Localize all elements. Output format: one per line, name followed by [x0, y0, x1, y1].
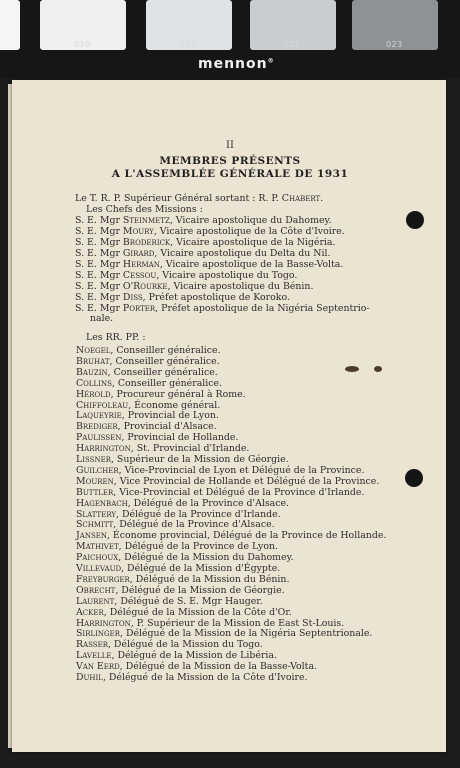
- member-entry: Harrington, P. Supérieur de la Mission de East St-Louis.: [76, 617, 345, 629]
- chef-entry: S. E. Mgr Cessou, Vicaire apostolique du Togo.: [75, 270, 298, 281]
- member-entry: Van Eerd, Délégué de la Mission de la Basse-Volta.: [76, 661, 318, 673]
- member-entry: Hérold, Procureur général à Rome.: [76, 388, 246, 400]
- page-subtitle: A L'ASSEMBLÉE GÉNÉRALE DE 1931: [111, 168, 349, 180]
- member-entry: Mathivet, Délégué de la Province de Lyon.: [76, 541, 278, 553]
- ink-smudge: [374, 366, 382, 372]
- member-entry: Lavelle, Délégué de la Mission de Libéria.: [76, 650, 277, 662]
- member-entry: Buttler, Vice-Provincial et Délégué de la Province d'Irlande.: [76, 486, 365, 498]
- chef-entry: S. E. Mgr Moury, Vicaire apostolique de la Côte d'Ivoire.: [75, 226, 345, 237]
- member-entry: Rasser, Délégué de la Mission du Togo.: [76, 639, 263, 651]
- member-entry: Bruhat, Conseiller généralice.: [76, 355, 220, 367]
- member-entry: Paichoux, Délégué de la Mission du Dahomey.: [76, 552, 294, 564]
- member-entry: Harrington, St. Provincial d'Irlande.: [76, 443, 250, 455]
- member-entry: Collins, Conseiller généralice.: [76, 377, 223, 389]
- chefs-heading: Les Chefs des Missions :: [86, 204, 203, 215]
- patch-label: 021: [180, 40, 197, 49]
- member-entry: Brediger, Provincial d'Alsace.: [76, 421, 217, 433]
- color-calibration-strip: [0, 0, 460, 78]
- member-entry: Freyburger, Délégué de la Mission du Bénin.: [76, 573, 290, 585]
- member-entry: Hagenbach, Délégué de la Province d'Alsace.: [76, 497, 290, 509]
- chef-entry: S. E. Mgr Diss, Préfet apostolique de Koroko.: [75, 292, 290, 303]
- member-entry: Jansen, Économe provincial, Délégué de la Province de Hollande.: [76, 530, 387, 542]
- section-number: II: [226, 140, 234, 151]
- chef-entry: S. E. Mgr O'Rourke, Vicaire apostolique du Bénin.: [75, 281, 314, 292]
- patch-label: 023: [386, 40, 403, 49]
- member-entry: Slattery, Délégué de la Province d'Irlande.: [76, 508, 281, 520]
- page-title: MEMBRES PRÉSENTS: [159, 155, 301, 167]
- member-entry: Obrecht, Délégué de la Mission de Géorgie.: [76, 584, 285, 596]
- patch-label: 020: [74, 40, 91, 49]
- member-entry: Bauzin, Conseiller généralice.: [76, 366, 218, 378]
- mennon-logo: mennon®: [198, 56, 275, 72]
- member-entry: Schmitt, Délégué de la Province d'Alsace.: [76, 519, 275, 531]
- chef-entry: S. E. Mgr Girard, Vicaire apostolique du Delta du Nil.: [75, 248, 331, 259]
- member-entry: Laurent, Délégué de S. E. Mgr Hauger.: [76, 595, 263, 607]
- punch-hole: [405, 469, 423, 487]
- member-entry: Sirlinger, Délégué de la Mission de la Nigéria Septentrionale.: [76, 628, 373, 640]
- member-entry: Lissner, Supérieur de la Mission de Géorgie.: [76, 454, 289, 465]
- chef-entry: S. E. Mgr Broderick, Vicaire apostolique de la Nigéria.: [75, 237, 336, 248]
- member-entry: Duhil, Délégué de la Mission de la Côte d'Ivoire.: [76, 672, 308, 683]
- ink-smudge: [345, 366, 359, 372]
- patch-label: 022: [283, 40, 300, 49]
- member-entry: Laqueyrie, Provincial de Lyon.: [76, 410, 219, 422]
- punch-hole: [406, 211, 424, 229]
- superior-line: Le T. R. P. Supérieur Général sortant : R. P. Chabert.: [75, 193, 324, 204]
- chefs-continuation: nale.: [90, 313, 114, 324]
- member-entry: Noegel, Conseiller généralice.: [76, 345, 221, 356]
- color-patch: [0, 0, 20, 50]
- chef-entry: S. E. Mgr Porter, Préfet apostolique de la Nigéria Septentrio-: [75, 303, 370, 314]
- chef-entry: S. E. Mgr Herman, Vicaire apostolique de la Basse-Volta.: [75, 259, 344, 270]
- member-entry: Chiffoleau, Économe général.: [76, 399, 221, 411]
- member-entry: Villevaud, Délégué de la Mission d'Égypte.: [76, 563, 281, 574]
- member-entry: Mouren, Vice Provincial de Hollande et Délégué de la Province.: [76, 475, 380, 487]
- chef-entry: S. E. Mgr Steinmetz, Vicaire apostolique du Dahomey.: [75, 215, 332, 226]
- pp-heading: Les RR. PP. :: [86, 332, 146, 343]
- member-entry: Acker, Délégué de la Mission de la Côte d'Or.: [76, 606, 292, 618]
- member-entry: Guilcher, Vice-Provincial de Lyon et Délégué de la Province.: [76, 464, 365, 476]
- member-entry: Paulissen, Provincial de Hollande.: [76, 432, 239, 444]
